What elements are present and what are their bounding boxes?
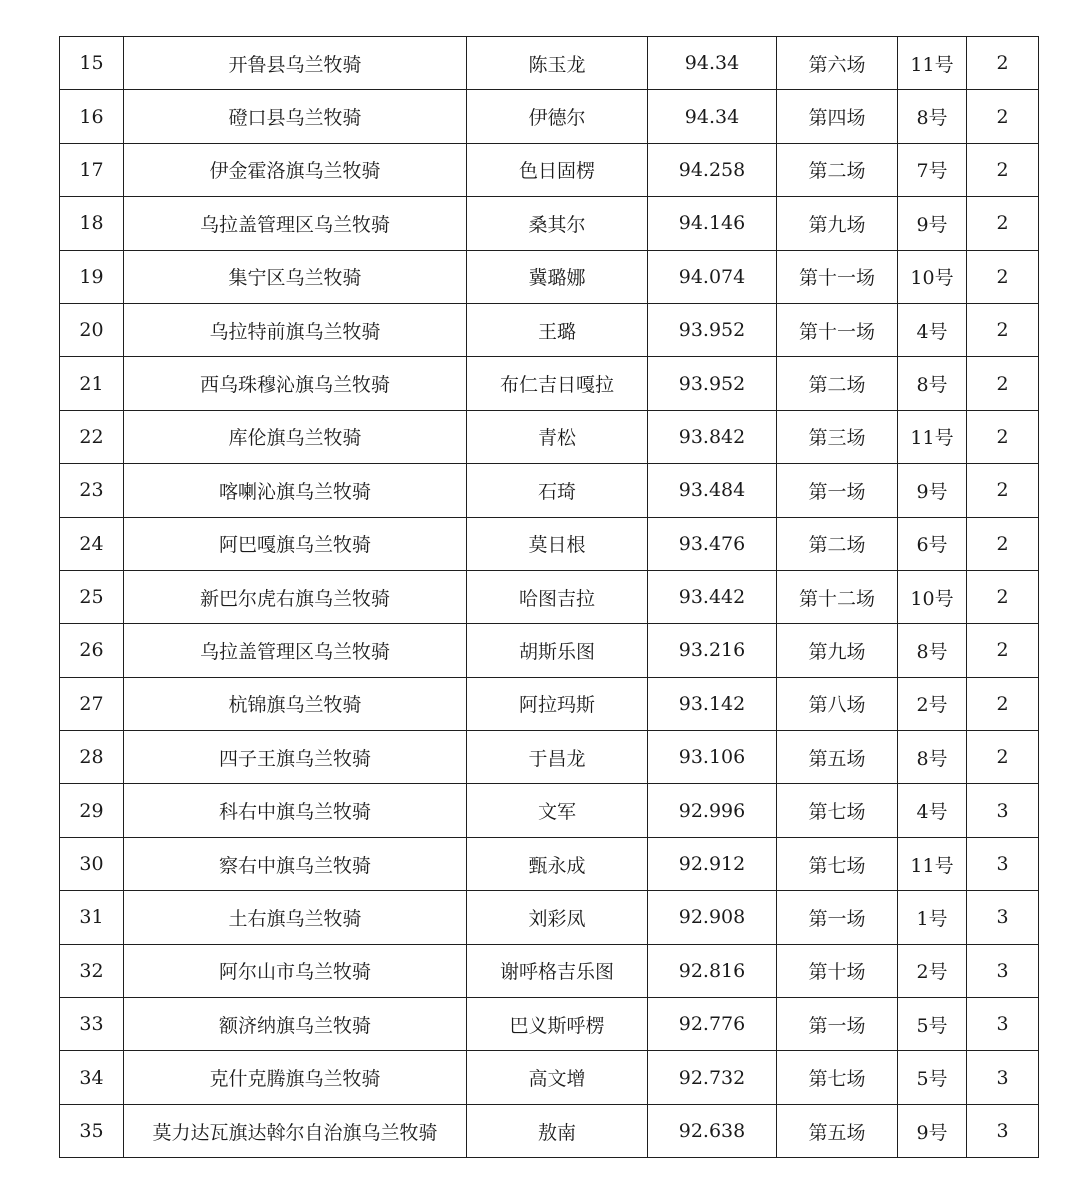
- score-cell: 94.34: [648, 90, 777, 143]
- rank-cell: 24: [60, 517, 124, 570]
- score-cell: 94.34: [648, 37, 777, 90]
- team-cell: 新巴尔虎右旗乌兰牧骑: [124, 570, 467, 623]
- name-cell: 王璐: [467, 303, 648, 356]
- score-cell: 93.952: [648, 357, 777, 410]
- group-cell: 2: [967, 731, 1039, 784]
- group-cell: 2: [967, 357, 1039, 410]
- name-cell: 谢呼格吉乐图: [467, 944, 648, 997]
- seat-cell: 1号: [898, 891, 967, 944]
- name-cell: 胡斯乐图: [467, 624, 648, 677]
- group-cell: 2: [967, 197, 1039, 250]
- name-cell: 色日固楞: [467, 143, 648, 196]
- seat-cell: 11号: [898, 837, 967, 890]
- score-cell: 92.912: [648, 837, 777, 890]
- round-cell: 第六场: [777, 37, 898, 90]
- name-cell: 巴义斯呼楞: [467, 998, 648, 1051]
- name-cell: 布仁吉日嘎拉: [467, 357, 648, 410]
- team-cell: 察右中旗乌兰牧骑: [124, 837, 467, 890]
- table-row: [60, 250, 1039, 303]
- group-cell: 2: [967, 37, 1039, 90]
- name-cell: 甄永成: [467, 837, 648, 890]
- team-cell: 额济纳旗乌兰牧骑: [124, 998, 467, 1051]
- name-cell: 青松: [467, 410, 648, 463]
- table-row: [60, 143, 1039, 196]
- rank-cell: 35: [60, 1104, 124, 1157]
- score-cell: 92.638: [648, 1104, 777, 1157]
- seat-cell: 2号: [898, 677, 967, 730]
- score-cell: 93.442: [648, 570, 777, 623]
- seat-cell: 4号: [898, 303, 967, 356]
- rank-cell: 29: [60, 784, 124, 837]
- score-cell: 93.484: [648, 464, 777, 517]
- name-cell: 阿拉玛斯: [467, 677, 648, 730]
- team-cell: 库伦旗乌兰牧骑: [124, 410, 467, 463]
- score-cell: 92.996: [648, 784, 777, 837]
- rank-cell: 16: [60, 90, 124, 143]
- group-cell: 2: [967, 464, 1039, 517]
- table-row: [60, 37, 1039, 90]
- table-row: [60, 517, 1039, 570]
- round-cell: 第二场: [777, 357, 898, 410]
- team-cell: 莫力达瓦旗达斡尔自治旗乌兰牧骑: [124, 1104, 467, 1157]
- name-cell: 哈图吉拉: [467, 570, 648, 623]
- round-cell: 第九场: [777, 197, 898, 250]
- round-cell: 第一场: [777, 998, 898, 1051]
- seat-cell: 2号: [898, 944, 967, 997]
- score-cell: 93.476: [648, 517, 777, 570]
- table-row: [60, 624, 1039, 677]
- round-cell: 第一场: [777, 891, 898, 944]
- table-row: [60, 464, 1039, 517]
- seat-cell: 8号: [898, 731, 967, 784]
- seat-cell: 5号: [898, 998, 967, 1051]
- group-cell: 2: [967, 303, 1039, 356]
- name-cell: 文军: [467, 784, 648, 837]
- round-cell: 第二场: [777, 517, 898, 570]
- seat-cell: 9号: [898, 197, 967, 250]
- group-cell: 2: [967, 677, 1039, 730]
- name-cell: 刘彩凤: [467, 891, 648, 944]
- round-cell: 第十一场: [777, 303, 898, 356]
- group-cell: 2: [967, 570, 1039, 623]
- table-row: [60, 1104, 1039, 1157]
- score-cell: 93.952: [648, 303, 777, 356]
- group-cell: 2: [967, 410, 1039, 463]
- round-cell: 第十场: [777, 944, 898, 997]
- round-cell: 第五场: [777, 1104, 898, 1157]
- rank-cell: 19: [60, 250, 124, 303]
- score-cell: 94.074: [648, 250, 777, 303]
- team-cell: 阿巴嘎旗乌兰牧骑: [124, 517, 467, 570]
- score-cell: 92.908: [648, 891, 777, 944]
- group-cell: 2: [967, 250, 1039, 303]
- rank-cell: 22: [60, 410, 124, 463]
- group-cell: 3: [967, 891, 1039, 944]
- team-cell: 杭锦旗乌兰牧骑: [124, 677, 467, 730]
- table-row: [60, 303, 1039, 356]
- team-cell: 四子王旗乌兰牧骑: [124, 731, 467, 784]
- table-row: [60, 357, 1039, 410]
- seat-cell: 7号: [898, 143, 967, 196]
- name-cell: 于昌龙: [467, 731, 648, 784]
- rank-cell: 28: [60, 731, 124, 784]
- seat-cell: 11号: [898, 410, 967, 463]
- round-cell: 第三场: [777, 410, 898, 463]
- table-row: [60, 891, 1039, 944]
- rank-cell: 33: [60, 998, 124, 1051]
- name-cell: 桑其尔: [467, 197, 648, 250]
- round-cell: 第九场: [777, 624, 898, 677]
- group-cell: 3: [967, 944, 1039, 997]
- rank-cell: 15: [60, 37, 124, 90]
- seat-cell: 8号: [898, 357, 967, 410]
- rank-cell: 23: [60, 464, 124, 517]
- rank-cell: 27: [60, 677, 124, 730]
- seat-cell: 5号: [898, 1051, 967, 1104]
- group-cell: 3: [967, 1104, 1039, 1157]
- score-cell: 93.216: [648, 624, 777, 677]
- group-cell: 2: [967, 517, 1039, 570]
- score-cell: 94.146: [648, 197, 777, 250]
- name-cell: 冀璐娜: [467, 250, 648, 303]
- team-cell: 阿尔山市乌兰牧骑: [124, 944, 467, 997]
- round-cell: 第七场: [777, 837, 898, 890]
- score-cell: 93.842: [648, 410, 777, 463]
- round-cell: 第七场: [777, 784, 898, 837]
- seat-cell: 6号: [898, 517, 967, 570]
- table-row: [60, 731, 1039, 784]
- name-cell: 陈玉龙: [467, 37, 648, 90]
- document-page: [59, 36, 1039, 1158]
- rank-cell: 30: [60, 837, 124, 890]
- round-cell: 第八场: [777, 677, 898, 730]
- rank-cell: 20: [60, 303, 124, 356]
- group-cell: 2: [967, 624, 1039, 677]
- team-cell: 土右旗乌兰牧骑: [124, 891, 467, 944]
- table-row: [60, 197, 1039, 250]
- seat-cell: 9号: [898, 464, 967, 517]
- round-cell: 第一场: [777, 464, 898, 517]
- table-row: [60, 837, 1039, 890]
- table-row: [60, 1051, 1039, 1104]
- team-cell: 开鲁县乌兰牧骑: [124, 37, 467, 90]
- score-cell: 92.732: [648, 1051, 777, 1104]
- seat-cell: 10号: [898, 250, 967, 303]
- round-cell: 第四场: [777, 90, 898, 143]
- name-cell: 伊德尔: [467, 90, 648, 143]
- rank-cell: 21: [60, 357, 124, 410]
- seat-cell: 10号: [898, 570, 967, 623]
- rank-cell: 32: [60, 944, 124, 997]
- table-row: [60, 944, 1039, 997]
- seat-cell: 4号: [898, 784, 967, 837]
- name-cell: 石琦: [467, 464, 648, 517]
- team-cell: 喀喇沁旗乌兰牧骑: [124, 464, 467, 517]
- seat-cell: 9号: [898, 1104, 967, 1157]
- team-cell: 克什克腾旗乌兰牧骑: [124, 1051, 467, 1104]
- group-cell: 2: [967, 90, 1039, 143]
- group-cell: 3: [967, 1051, 1039, 1104]
- name-cell: 高文增: [467, 1051, 648, 1104]
- rank-cell: 18: [60, 197, 124, 250]
- rank-cell: 34: [60, 1051, 124, 1104]
- table-row: [60, 677, 1039, 730]
- group-cell: 3: [967, 998, 1039, 1051]
- score-cell: 93.142: [648, 677, 777, 730]
- results-table: [59, 36, 1039, 1158]
- seat-cell: 8号: [898, 624, 967, 677]
- group-cell: 3: [967, 784, 1039, 837]
- round-cell: 第十一场: [777, 250, 898, 303]
- name-cell: 敖南: [467, 1104, 648, 1157]
- round-cell: 第七场: [777, 1051, 898, 1104]
- team-cell: 西乌珠穆沁旗乌兰牧骑: [124, 357, 467, 410]
- team-cell: 伊金霍洛旗乌兰牧骑: [124, 143, 467, 196]
- round-cell: 第十二场: [777, 570, 898, 623]
- table-row: [60, 998, 1039, 1051]
- seat-cell: 8号: [898, 90, 967, 143]
- name-cell: 莫日根: [467, 517, 648, 570]
- table-row: [60, 570, 1039, 623]
- team-cell: 乌拉盖管理区乌兰牧骑: [124, 197, 467, 250]
- results-table-body: [60, 37, 1039, 1158]
- table-row: [60, 90, 1039, 143]
- table-row: [60, 410, 1039, 463]
- rank-cell: 25: [60, 570, 124, 623]
- team-cell: 集宁区乌兰牧骑: [124, 250, 467, 303]
- score-cell: 94.258: [648, 143, 777, 196]
- rank-cell: 26: [60, 624, 124, 677]
- table-row: [60, 784, 1039, 837]
- score-cell: 93.106: [648, 731, 777, 784]
- team-cell: 乌拉盖管理区乌兰牧骑: [124, 624, 467, 677]
- rank-cell: 17: [60, 143, 124, 196]
- round-cell: 第五场: [777, 731, 898, 784]
- score-cell: 92.816: [648, 944, 777, 997]
- group-cell: 3: [967, 837, 1039, 890]
- score-cell: 92.776: [648, 998, 777, 1051]
- seat-cell: 11号: [898, 37, 967, 90]
- team-cell: 乌拉特前旗乌兰牧骑: [124, 303, 467, 356]
- team-cell: 磴口县乌兰牧骑: [124, 90, 467, 143]
- round-cell: 第二场: [777, 143, 898, 196]
- team-cell: 科右中旗乌兰牧骑: [124, 784, 467, 837]
- rank-cell: 31: [60, 891, 124, 944]
- group-cell: 2: [967, 143, 1039, 196]
